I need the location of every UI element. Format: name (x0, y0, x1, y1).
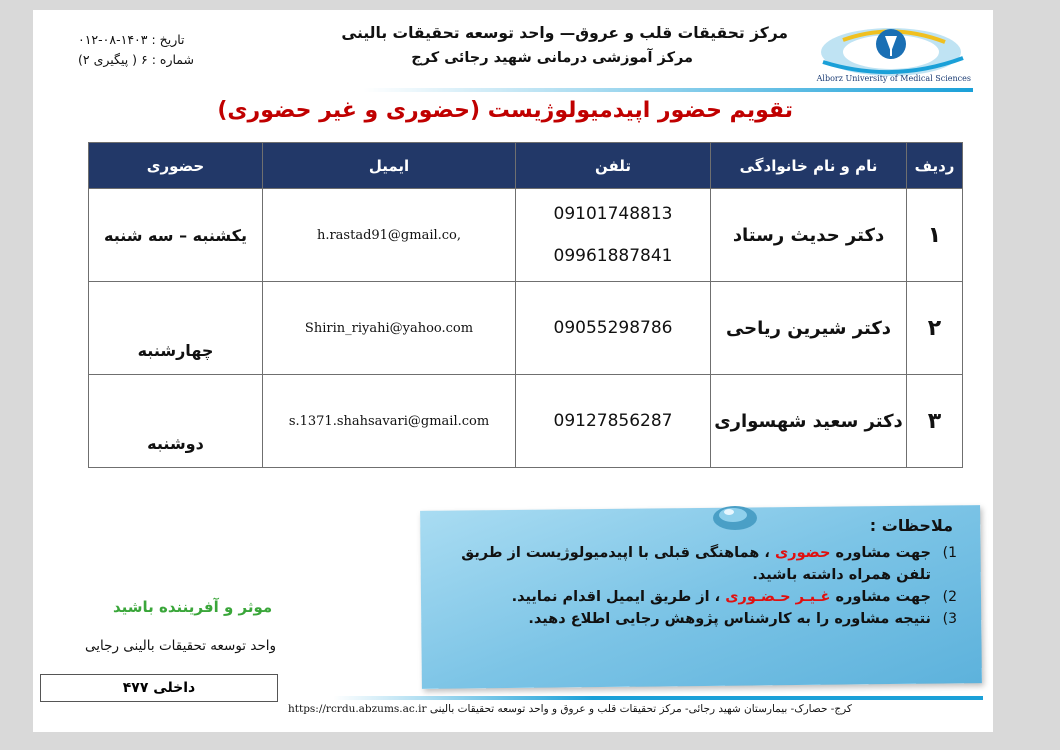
row-email: s.1371.shahsavari@gmail.com (263, 375, 516, 468)
footer-address: https://rcrdu.abzums.ac.ir کرج- حصارک- بیمارستان شهید رجائی- مرکز تحقیقات قلب و عروق و واحد توسعه تحقیقات بالینی (288, 703, 852, 715)
note-text: نتیجه مشاوره را به کارشناس پژوهش رجایی اطلاع دهید. (528, 611, 931, 627)
page-title: تقویم حضور اپیدمیولوژیست (حضوری و غیر حضوری) (217, 98, 793, 123)
pushpin-icon (705, 498, 761, 538)
row-name: دکتر حدیث رستاد (711, 189, 907, 282)
row-phone (516, 375, 711, 468)
note-item (432, 608, 957, 630)
row-email: Shirin_riyahi@yahoo.com (263, 282, 516, 375)
note-number: 3) (942, 611, 957, 627)
date-label: تاریخ : ۱۴۰۳-۰۸-۰۱۲ (78, 32, 185, 47)
header-days: حضوری (89, 143, 263, 189)
table-row (89, 189, 963, 282)
row-days: چهارشنبه (89, 282, 263, 375)
phone-number: 09127856287 (553, 411, 673, 431)
note-highlight: غـیـر حـضـوری (725, 589, 831, 605)
row-index: ۱ (907, 189, 963, 282)
row-index: ۳ (907, 375, 963, 468)
row-days: یکشنبه – سه شنبه (89, 189, 263, 282)
reference-number: شماره : ۶ ( پیگیری ۲) (78, 52, 194, 67)
footer-rule (333, 696, 983, 700)
slogan: موثر و آفریننده باشید (113, 598, 273, 616)
document-page (33, 10, 993, 732)
row-name: دکتر سعید شهسواری (711, 375, 907, 468)
row-index: ۲ (907, 282, 963, 375)
schedule-table (88, 142, 963, 468)
table-row (89, 375, 963, 468)
table-row (89, 282, 963, 375)
note-text: جهت مشاوره حضوری ، هماهنگی قبلی با اپیدمیولوژیست از طریق تلفن همراه داشته باشید. (461, 545, 931, 583)
row-name: دکتر شیرین ریاحی (711, 282, 907, 375)
phone-number: 09101748813 (553, 204, 673, 224)
note-number: 2) (942, 589, 957, 605)
row-phone (516, 282, 711, 375)
unit-name: واحد توسعه تحقیقات بالینی رجایی (85, 638, 277, 654)
notes-title: ملاحظات : (869, 516, 953, 535)
header-index: ردیف (907, 143, 963, 189)
note-number: 1) (942, 545, 957, 561)
header-phone: تلفن (516, 143, 711, 189)
note-item (432, 542, 957, 586)
row-phone (516, 189, 711, 282)
phone-number: 09961887841 (553, 246, 673, 266)
row-days: دوشنبه (89, 375, 263, 468)
phone-number: 09055298786 (553, 318, 673, 338)
table-header-row (89, 143, 963, 189)
header-line-1: مرکز تحقیقات قلب و عروق— واحد توسعه تحقیقات بالینی (341, 24, 788, 42)
note-highlight: حضوری (774, 545, 831, 561)
note-item (432, 586, 957, 608)
row-email: h.rastad91@gmail.co, (263, 189, 516, 282)
header-line-2: مرکز آموزشی درمانی شهید رجائی کرج (411, 50, 693, 66)
header-name: نام و نام خانوادگی (711, 143, 907, 189)
notes-list (432, 542, 957, 630)
note-text: جهت مشاوره غـیـر حـضـوری ، از طریق ایمیل اقدام نمایید. (511, 589, 931, 605)
header-rule (363, 88, 973, 92)
header-email: ایمیل (263, 143, 516, 189)
university-name: Alborz University of Medical Sciences (816, 74, 971, 83)
extension-box: داخلی ۴۷۷ (40, 674, 278, 702)
